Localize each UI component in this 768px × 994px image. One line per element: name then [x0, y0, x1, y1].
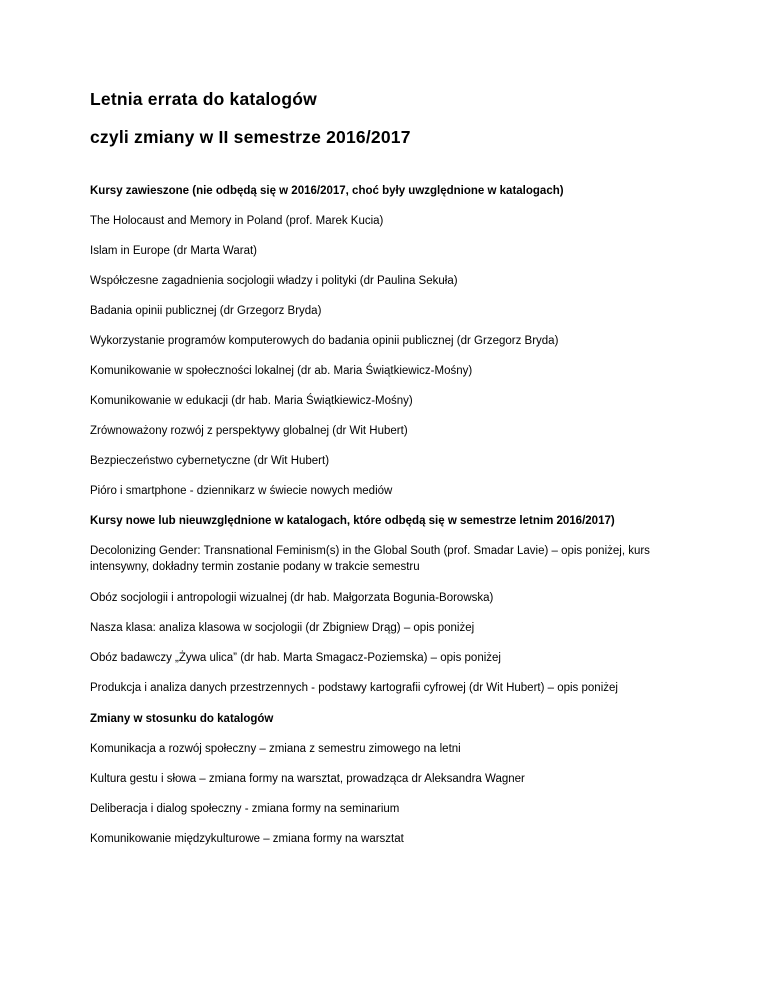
list-item: Deliberacja i dialog społeczny - zmiana formy na seminarium — [90, 803, 400, 815]
document-body — [90, 183, 690, 861]
list-item: Komunikowanie międzykulturowe – zmiana formy na warsztat — [90, 833, 404, 845]
list-item: Decolonizing Gender: Transnational Feminism(s) in the Global South (prof. Smadar Lavie) – opis poniżej, kurs intensywny, dokładny termin zostanie podany w trakcie semestru — [90, 545, 650, 573]
list-item: Wykorzystanie programów komputerowych do badania opinii publicznej (dr Grzegorz Bryda) — [90, 335, 559, 347]
list-item: The Holocaust and Memory in Poland (prof. Marek Kucia) — [90, 215, 384, 227]
list-item: Islam in Europe (dr Marta Warat) — [90, 245, 258, 257]
list-item: Pióro i smartphone - dziennikarz w świecie nowych mediów — [90, 485, 393, 497]
section-heading-new-courses: Kursy nowe lub nieuwzględnione w katalogach, które odbędą się w semestrze letnim 2016/2017) — [90, 515, 615, 527]
document-title: Letnia errata do katalogów — [90, 89, 317, 109]
section-heading-changes: Zmiany w stosunku do katalogów — [90, 713, 274, 725]
list-item: Komunikowanie w społeczności lokalnej (dr ab. Maria Świątkiewicz-Mośny) — [90, 365, 473, 377]
list-item: Bezpieczeństwo cybernetyczne (dr Wit Hubert) — [90, 455, 330, 467]
list-item: Kultura gestu i słowa – zmiana formy na warsztat, prowadząca dr Aleksandra Wagner — [90, 773, 525, 785]
list-item: Produkcja i analiza danych przestrzennych - podstawy kartografii cyfrowej (dr Wit Hubert) – opis poniżej — [90, 682, 618, 694]
list-item: Komunikacja a rozwój społeczny – zmiana z semestru zimowego na letni — [90, 743, 461, 755]
list-item: Nasza klasa: analiza klasowa w socjologii (dr Zbigniew Drąg) – opis poniżej — [90, 622, 475, 634]
list-item: Komunikowanie w edukacji (dr hab. Maria Świątkiewicz-Mośny) — [90, 395, 413, 407]
section-heading-suspended: Kursy zawieszone (nie odbędą się w 2016/2017, choć były uwzględnione w katalogach) — [90, 185, 564, 197]
list-item: Badania opinii publicznej (dr Grzegorz Bryda) — [90, 305, 322, 317]
list-item: Obóz badawczy „Żywa ulica” (dr hab. Marta Smagacz-Poziemska) – opis poniżej — [90, 652, 501, 664]
list-item: Obóz socjologii i antropologii wizualnej (dr hab. Małgorzata Bogunia-Borowska) — [90, 592, 494, 604]
list-item: Współczesne zagadnienia socjologii władzy i polityki (dr Paulina Sekuła) — [90, 275, 458, 287]
document-subtitle: czyli zmiany w II semestrze 2016/2017 — [90, 127, 411, 147]
list-item: Zrównoważony rozwój z perspektywy globalnej (dr Wit Hubert) — [90, 425, 408, 437]
